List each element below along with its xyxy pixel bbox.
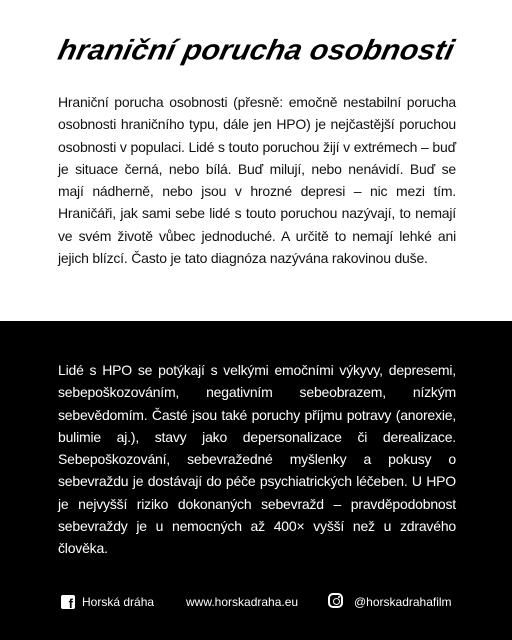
instagram-link[interactable]: @horskadrahafilm xyxy=(354,595,452,609)
facebook-link[interactable]: Horská dráha xyxy=(82,595,155,609)
instagram-icon[interactable] xyxy=(328,593,343,608)
intro-paragraph: Hraniční porucha osobnosti (přesně: emočně nestabilní porucha osobnosti hraničního typu, dále jen HPO) je nejčastější poruchou osobnosti v populaci. Lidé s touto poruchou žijí v extrémech – buď je situace černá, nebo bílá. Buď milují, nebo nenávidí. Buď se mají nádherně, nebo jsou v hrozné depresi – nic mezi tím. Hraničáři, jak sami sebe lidé s touto poruchou nazývají, to nemají ve svém životě vůbec jednoduché. A určitě to nemají lehké ani jejich blízcí. Často je tato diagnóza nazývána rakovinou duše. xyxy=(58,94,456,267)
symptoms-paragraph: Lidé s HPO se potýkají s velkými emočními výkyvy, depresemi, sebepoškozováním, negativním sebeobrazem, nízkým sebevědomím. Časté jsou také poruchy příjmu potravy (anorexie, bulimie aj.), stavy jako depersonalizace či derealizace. Sebepoškozování, sebevražedné myšlenky a pokusy o sebevraždu je dostávají do péče psychiatrických léčeben. U HPO je nejvyšší riziko dokonaných sebevražd – pravděpodobnost sebevraždy je u nemocných až 400× vyšší než u zdravého člověka. xyxy=(58,362,456,557)
facebook-icon[interactable]: f xyxy=(61,595,75,609)
website-link[interactable]: www.horskadraha.eu xyxy=(186,595,299,609)
page-title: hraniční porucha osobnosti xyxy=(55,34,457,67)
footer xyxy=(0,588,512,618)
